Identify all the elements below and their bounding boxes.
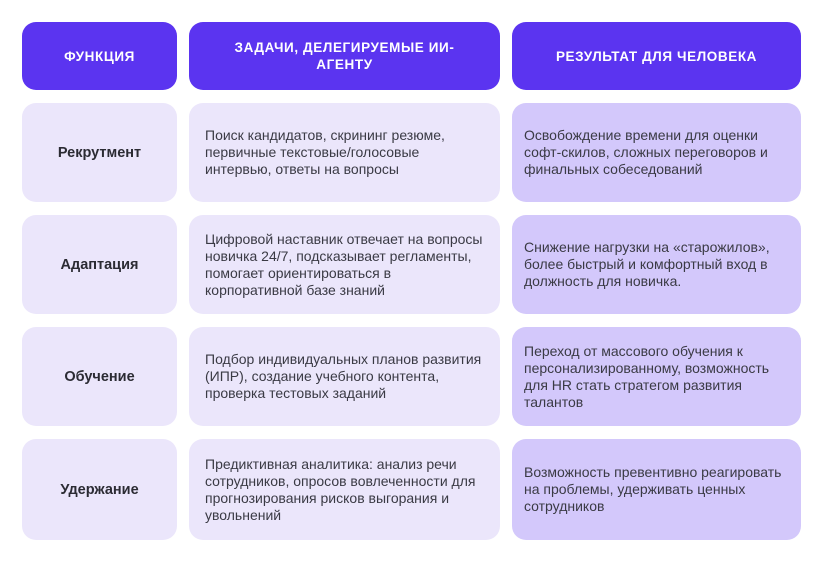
header-function-label: ФУНКЦИЯ <box>64 48 135 64</box>
result-text: Снижение нагрузки на «старожилов», более быстрый и комфортный вход в должность для новичка. <box>524 239 770 289</box>
header-tasks <box>189 22 500 90</box>
row-adaptation-result <box>512 215 801 314</box>
header-result <box>512 22 801 90</box>
tasks-text: Подбор индивидуальных планов развития (ИПР), создание учебного контента, проверка тестовых заданий <box>205 351 482 401</box>
row-retention-result <box>512 439 801 540</box>
row-training-function <box>22 327 177 426</box>
row-adaptation-tasks <box>189 215 500 314</box>
header-result-label: РЕЗУЛЬТАТ ДЛЯ ЧЕЛОВЕКА <box>555 48 758 64</box>
header-function <box>22 22 177 90</box>
row-recruitment-tasks <box>189 103 500 202</box>
row-adaptation-function <box>22 215 177 314</box>
row-training-tasks <box>189 327 500 426</box>
function-label: Удержание <box>60 481 139 498</box>
function-label: Рекрутмент <box>57 144 142 161</box>
result-text: Переход от массового обучения к персонализированному, возможность для HR стать стратегом развития талантов <box>524 342 770 410</box>
row-recruitment-result <box>512 103 801 202</box>
row-recruitment-function <box>22 103 177 202</box>
function-label: Обучение <box>64 368 135 385</box>
header-tasks-label: ЗАДАЧИ, ДЕЛЕГИРУЕМЫЕ ИИ-АГЕНТУ <box>234 40 455 72</box>
result-text: Возможность превентивно реагировать на проблемы, удерживать ценных сотрудников <box>524 464 782 514</box>
result-text: Освобождение времени для оценки софт-скилов, сложных переговоров и финальных собеседований <box>524 127 768 177</box>
ai-agent-functions-table <box>22 22 801 540</box>
row-retention-tasks <box>189 439 500 540</box>
tasks-text: Цифровой наставник отвечает на вопросы новичка 24/7, подсказывает регламенты, помогает ориентироваться в корпоративной базе знаний <box>205 230 483 298</box>
function-label: Адаптация <box>60 256 139 273</box>
tasks-text: Предиктивная аналитика: анализ речи сотрудников, опросов вовлеченности для прогнозирования рисков выгорания и увольнений <box>205 455 476 523</box>
row-training-result <box>512 327 801 426</box>
tasks-text: Поиск кандидатов, скрининг резюме, первичные текстовые/голосовые интервью, ответы на вопросы <box>205 127 445 177</box>
row-retention-function <box>22 439 177 540</box>
